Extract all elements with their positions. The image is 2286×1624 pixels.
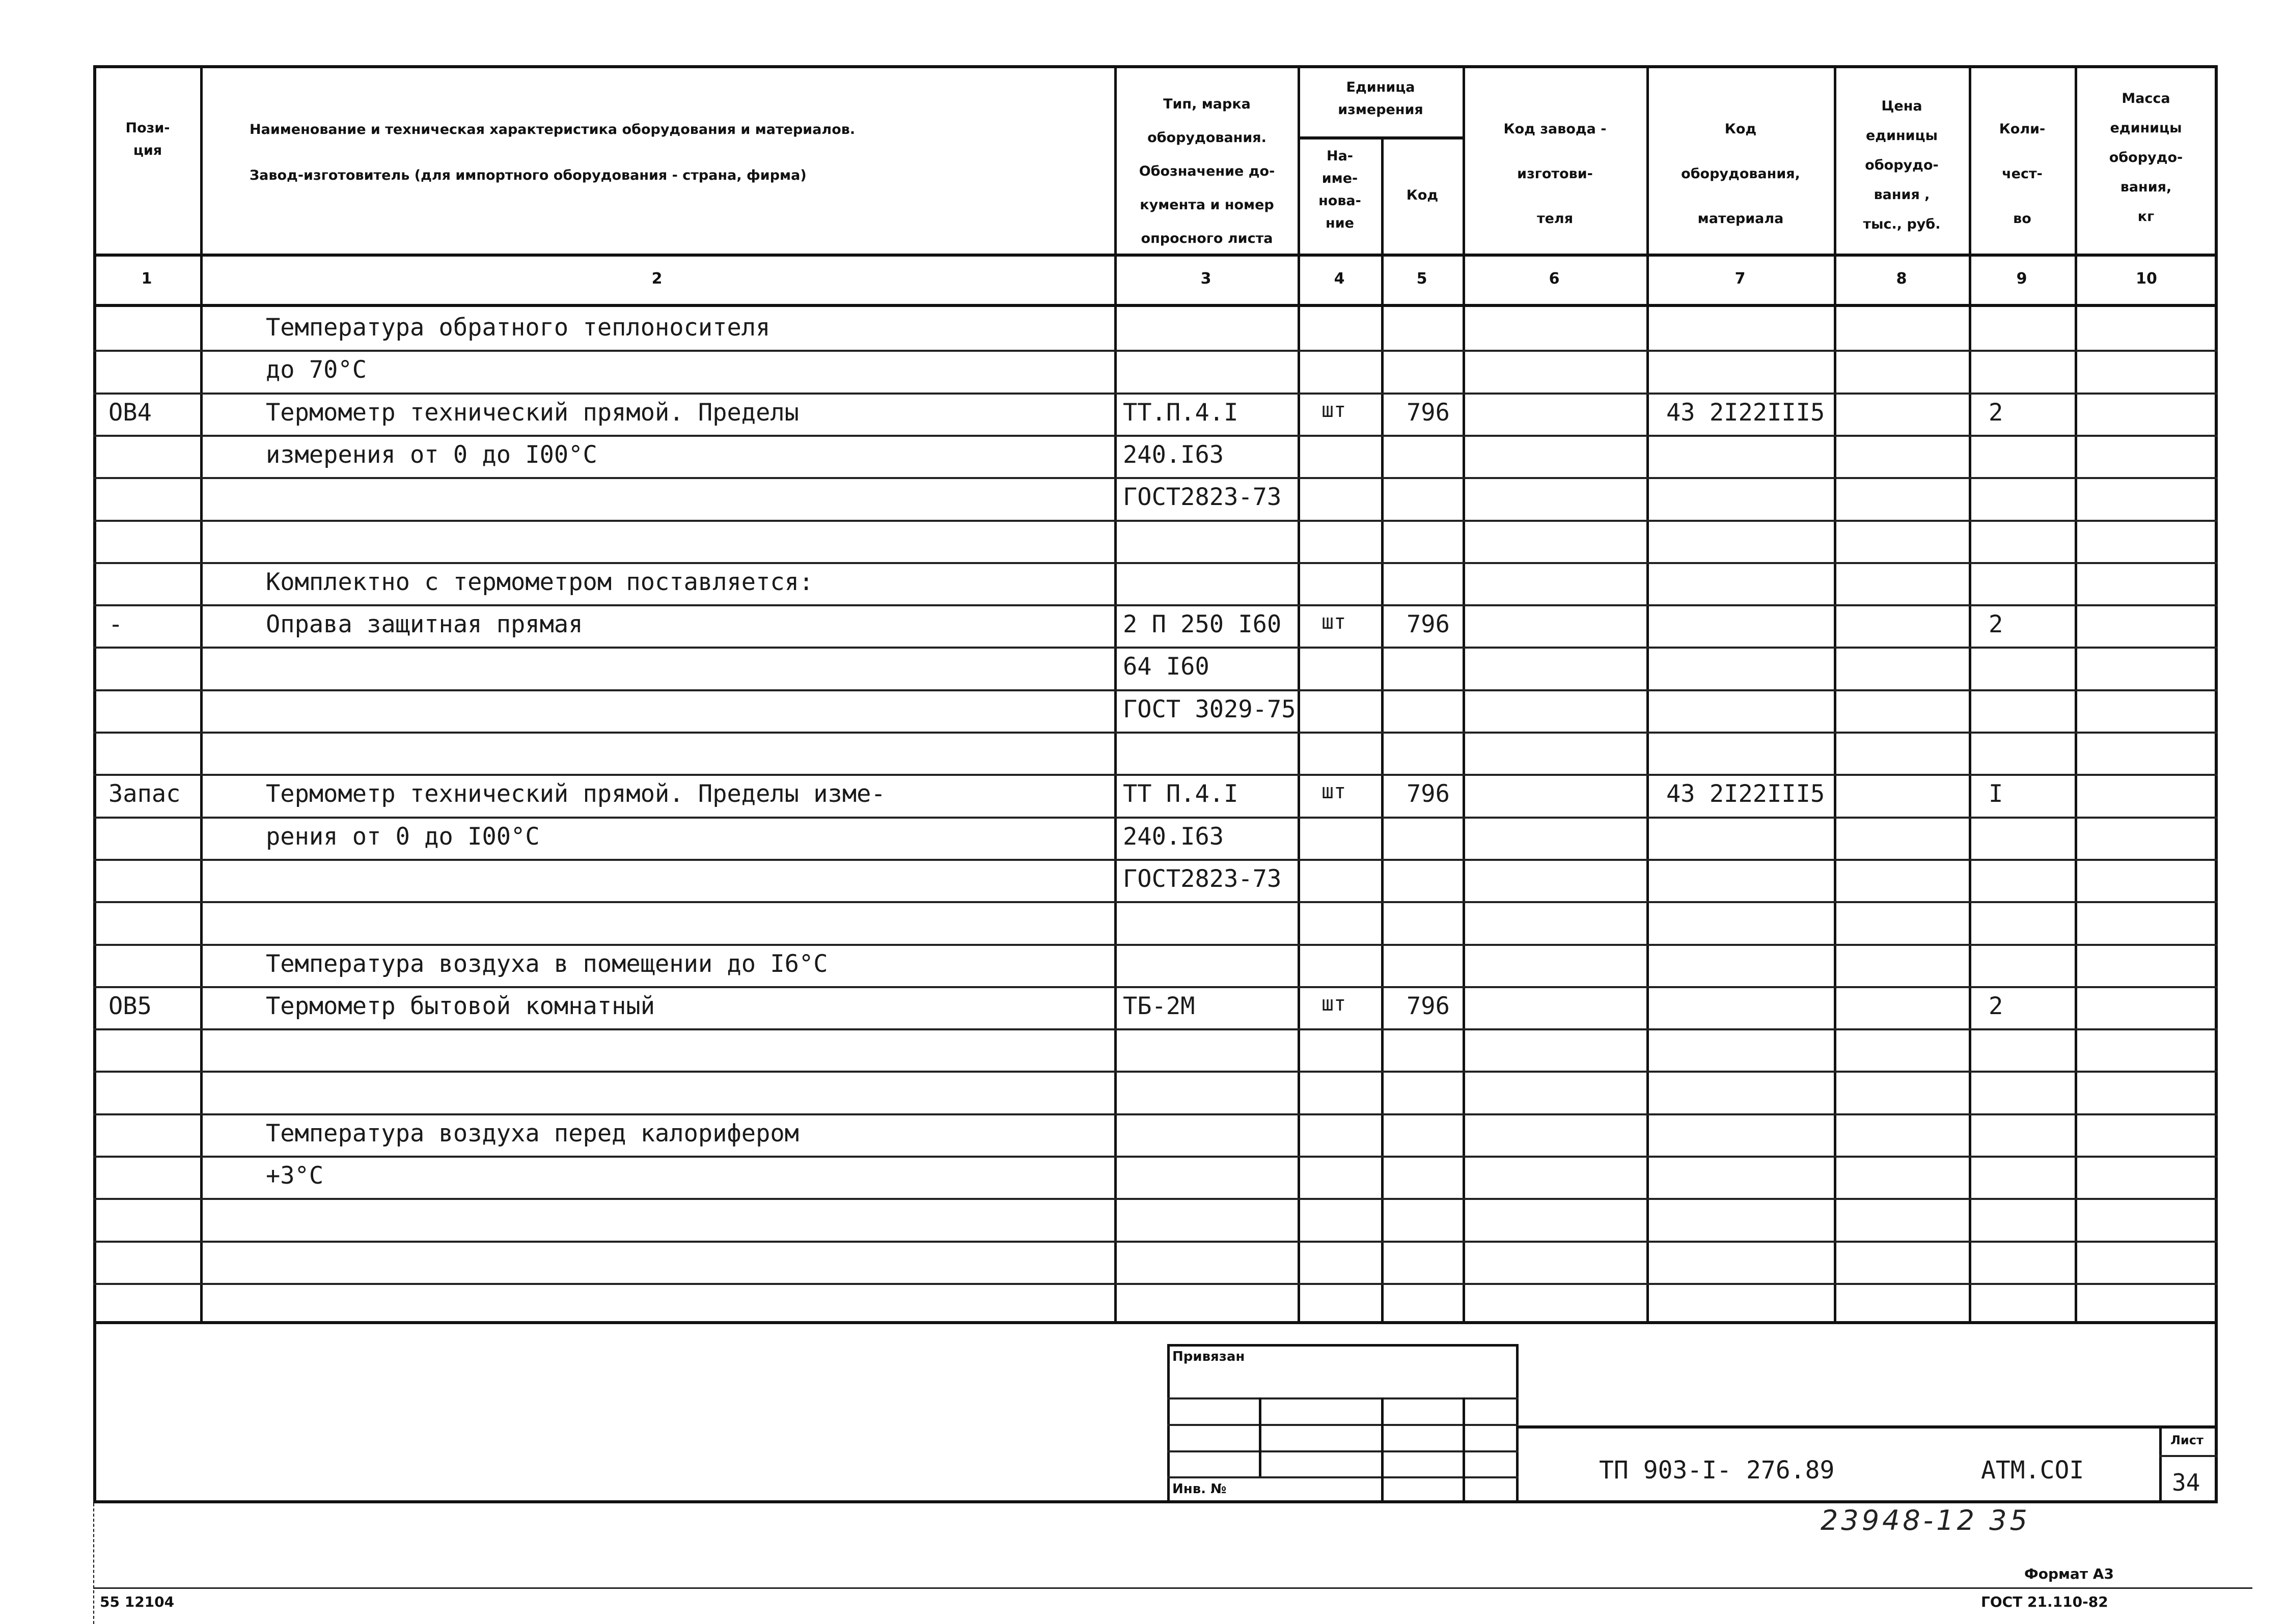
cell-type: ТТ П.4.I	[1123, 780, 1238, 808]
column-number-divider	[93, 304, 2218, 307]
cell-name: Температура воздуха перед калорифером	[266, 1119, 799, 1147]
column-number-4: 4	[1334, 270, 1345, 288]
col-divider-2	[1114, 65, 1117, 1323]
column-number-7: 7	[1734, 270, 1746, 288]
stamp-line-4	[1167, 1476, 1519, 1478]
cell-position: Запас	[108, 780, 181, 808]
cell-position: -	[108, 610, 123, 639]
row-divider	[93, 393, 2218, 395]
title-doc-code: ТП 903-I- 276.89	[1599, 1456, 1835, 1485]
cell-name: Оправа защитная прямая	[266, 610, 583, 639]
cell-name: Термометр технический прямой. Пределы изме-	[266, 780, 886, 808]
cell-name: Температура воздуха в помещении до I6°С	[266, 949, 828, 978]
cell-quantity: 2	[1989, 610, 2003, 639]
row-divider	[93, 1071, 2218, 1073]
stamp-line-2	[1167, 1424, 1519, 1426]
header-name: Наименование и техническая характеристика оборудования и материалов. Завод-изготовитель (для импортного оборудования - страна, фирма)	[250, 122, 856, 183]
row-divider	[93, 1156, 2218, 1158]
stamp-bound-label: Привязан	[1172, 1349, 1245, 1364]
row-divider	[93, 774, 2218, 776]
header-unit-code: Код	[1406, 187, 1439, 203]
cell-name: измерения от 0 до I00°С	[266, 440, 597, 469]
unit-subheader-divider	[1298, 136, 1463, 139]
title-block-top	[1519, 1425, 2218, 1429]
col-divider-8	[1969, 65, 1971, 1323]
cell-type: ГОСТ 3029-75	[1123, 695, 1296, 723]
cell-name: +3°С	[266, 1162, 324, 1190]
col-divider-7	[1834, 65, 1836, 1323]
cell-type: 64 I60	[1123, 653, 1209, 681]
stamp-vline-2	[1381, 1397, 1384, 1503]
row-divider	[93, 1241, 2218, 1243]
col-divider-3	[1298, 65, 1300, 1323]
row-divider	[93, 986, 2218, 988]
footer-left-code: 55 12104	[100, 1593, 175, 1610]
cell-unit-code: 796	[1407, 992, 1450, 1020]
column-number-10: 10	[2136, 270, 2157, 288]
stamp-vline-3	[1463, 1397, 1465, 1503]
cell-type: ГОСТ2823-73	[1123, 483, 1282, 512]
cell-type: ГОСТ2823-73	[1123, 864, 1282, 893]
header-factory-code: Код завода - изготови- теля	[1503, 121, 1607, 227]
cell-name: Комплектно с термометром поставляется:	[266, 568, 814, 596]
row-divider	[93, 604, 2218, 606]
cell-quantity: I	[1989, 780, 2003, 808]
row-divider	[93, 901, 2218, 903]
col-divider-6	[1646, 65, 1649, 1323]
header-unit-name: На- име- нова- ние	[1318, 148, 1361, 231]
cell-name: до 70°С	[266, 356, 367, 384]
stamp-inv-label: Инв. №	[1172, 1481, 1227, 1497]
column-number-1: 1	[141, 270, 152, 288]
cell-unit: шт	[1321, 398, 1346, 422]
col-divider-1	[200, 65, 203, 1323]
cell-type: 240.I63	[1123, 822, 1224, 851]
row-divider	[93, 435, 2218, 437]
row-divider	[93, 562, 2218, 564]
col-divider-4	[1381, 136, 1384, 1323]
row-divider	[93, 732, 2218, 734]
stamp-line-3	[1167, 1450, 1519, 1452]
row-divider	[93, 1113, 2218, 1115]
cell-quantity: 2	[1989, 992, 2003, 1020]
cell-unit: шт	[1321, 992, 1346, 1016]
col-divider-9	[2075, 65, 2077, 1323]
column-number-5: 5	[1416, 270, 1427, 288]
handwritten-number: 23948-12 35	[1821, 1504, 2030, 1536]
column-number-6: 6	[1549, 270, 1560, 288]
cell-unit-code: 796	[1407, 398, 1450, 427]
cell-type: 240.I63	[1123, 440, 1224, 469]
column-number-3: 3	[1200, 270, 1211, 288]
header-quantity: Коли- чест- во	[1999, 121, 2046, 227]
cell-type: ТТ.П.4.I	[1123, 398, 1238, 427]
footer-standard: ГОСТ 21.110-82	[1981, 1593, 2108, 1610]
column-number-2: 2	[651, 270, 663, 288]
header-position: Пози- ция	[125, 120, 170, 158]
footer-format: Формат А3	[2024, 1565, 2114, 1582]
column-number-9: 9	[2016, 270, 2027, 288]
footer-line	[93, 1587, 2252, 1589]
cell-name: Термометр технический прямой. Пределы	[266, 398, 799, 427]
cell-position: ОВ5	[108, 992, 152, 1020]
header-price: Цена единицы оборудо- вания , тыс., руб.	[1863, 98, 1941, 232]
cell-unit: шт	[1321, 610, 1346, 634]
stamp-vline-1	[1259, 1397, 1261, 1476]
row-divider	[93, 520, 2218, 522]
cell-equipment-code: 43 2I22III5	[1666, 398, 1825, 427]
cell-type: ТБ-2М	[1123, 992, 1195, 1020]
row-divider	[93, 477, 2218, 479]
table-bottom	[93, 1321, 2218, 1324]
row-divider	[93, 944, 2218, 946]
cell-equipment-code: 43 2I22III5	[1666, 780, 1825, 808]
title-mark: АТМ.СОI	[1981, 1456, 2084, 1485]
title-sheet-divider	[2159, 1425, 2162, 1503]
title-sheet-number: 34	[2172, 1469, 2200, 1496]
row-divider	[93, 859, 2218, 861]
cell-unit-code: 796	[1407, 610, 1450, 639]
cell-name: Температура обратного теплоносителя	[266, 314, 770, 342]
cell-quantity: 2	[1989, 398, 2003, 427]
title-sheet-label: Лист	[2170, 1433, 2204, 1447]
row-divider	[93, 350, 2218, 352]
col-divider-5	[1463, 65, 1465, 1323]
title-sheet-subline	[2159, 1455, 2218, 1457]
row-divider	[93, 817, 2218, 819]
cell-name: Термометр бытовой комнатный	[266, 992, 655, 1020]
header-mass: Масса единицы оборудо- вания, кг	[2109, 91, 2183, 225]
row-divider	[93, 689, 2218, 691]
cell-type: 2 П 250 I60	[1123, 610, 1282, 639]
cell-unit: шт	[1321, 780, 1346, 804]
column-number-8: 8	[1896, 270, 1907, 288]
header-unit: Единица измерения	[1338, 79, 1423, 118]
cell-unit-code: 796	[1407, 780, 1450, 808]
stamp-line-1	[1167, 1397, 1519, 1399]
row-divider	[93, 1198, 2218, 1200]
header-equipment-code: Код оборудования, материала	[1681, 121, 1800, 227]
row-divider	[93, 647, 2218, 649]
cell-name: рения от 0 до I00°С	[266, 822, 540, 851]
footer-left-tick	[93, 1503, 94, 1624]
row-divider	[93, 1028, 2218, 1030]
header-type: Тип, марка оборудования. Обозначение до- кумента и номер опросного листа	[1139, 96, 1275, 246]
cell-position: ОВ4	[108, 398, 152, 427]
row-divider	[93, 1283, 2218, 1285]
